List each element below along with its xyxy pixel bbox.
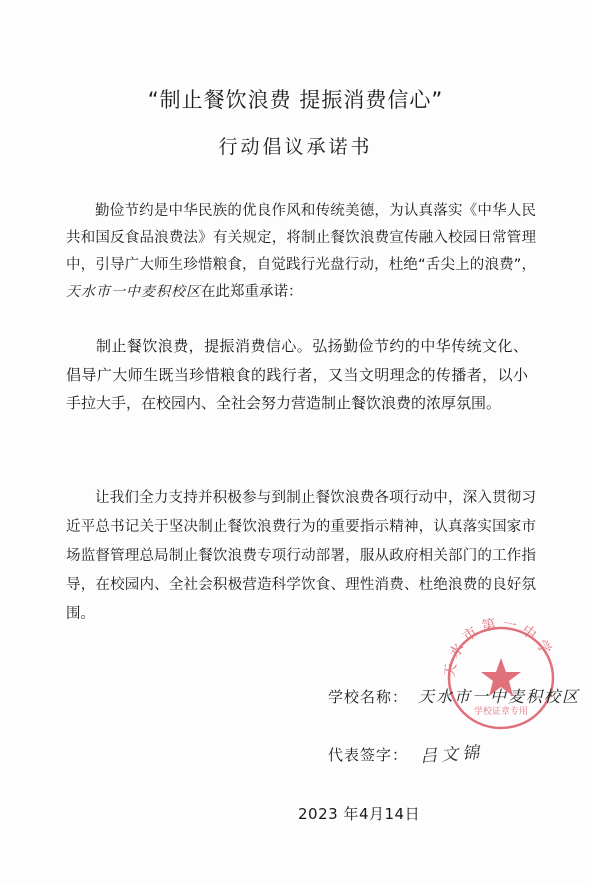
school-name-label: 学校名称： <box>328 688 409 706</box>
paragraph-intro-text: 勤俭节约是中华民族的优良作风和传统美德，为认真落实《中华人民共和国反食品浪费法》有关规定，将制止餐饮浪费宣传融入校园日常管理中，引导广大师生珍惜粮食，自觉践行光盘行动，杜绝“舌尖上的浪费”， <box>66 203 536 273</box>
document-subtitle: 行动倡议承诺书 <box>218 136 373 158</box>
handwritten-school-name: 天水市一中麦积校区 <box>66 284 201 300</box>
school-name-handwritten: 天水市一中麦积校区 <box>418 687 581 706</box>
representative-signature-label: 代表签字： <box>328 746 409 764</box>
document-date: 2023 年4月14日 <box>298 805 421 823</box>
paragraph-action: 让我们全力支持并积极参与到制止餐饮浪费各项行动中，深入贯彻习近平总书记关于坚决制止餐饮浪费行为的重要指示精神，认真落实国家市场监督管理总局制止餐饮浪费专项行动部署，服从政府相关部门的工作指导，在校园内、全社会积极营造科学饮食、理性消费、杜绝浪费的良好氛围。 <box>66 490 536 622</box>
paragraph-intro-tail: 在此郑重承诺： <box>201 284 303 300</box>
seal-text: 天水市第一中学 <box>442 616 557 679</box>
paragraph-commitment: 制止餐饮浪费，提振消费信心。弘扬勤俭节约的中华传统文化、倡导广大师生既当珍惜粮食的践行者，又当文明理念的传播者，以小手拉大手，在校园内、全社会努力营造制止餐饮浪费的浓厚氛围。 <box>66 337 528 412</box>
document-title: “制止餐饮浪费 提振消费信心” <box>147 88 444 112</box>
seal-bottom-text: 学校证章专用 <box>473 707 529 717</box>
paragraph-intro <box>66 198 536 306</box>
official-seal <box>437 616 565 736</box>
representative-signature: 吕文锦 <box>419 742 484 768</box>
